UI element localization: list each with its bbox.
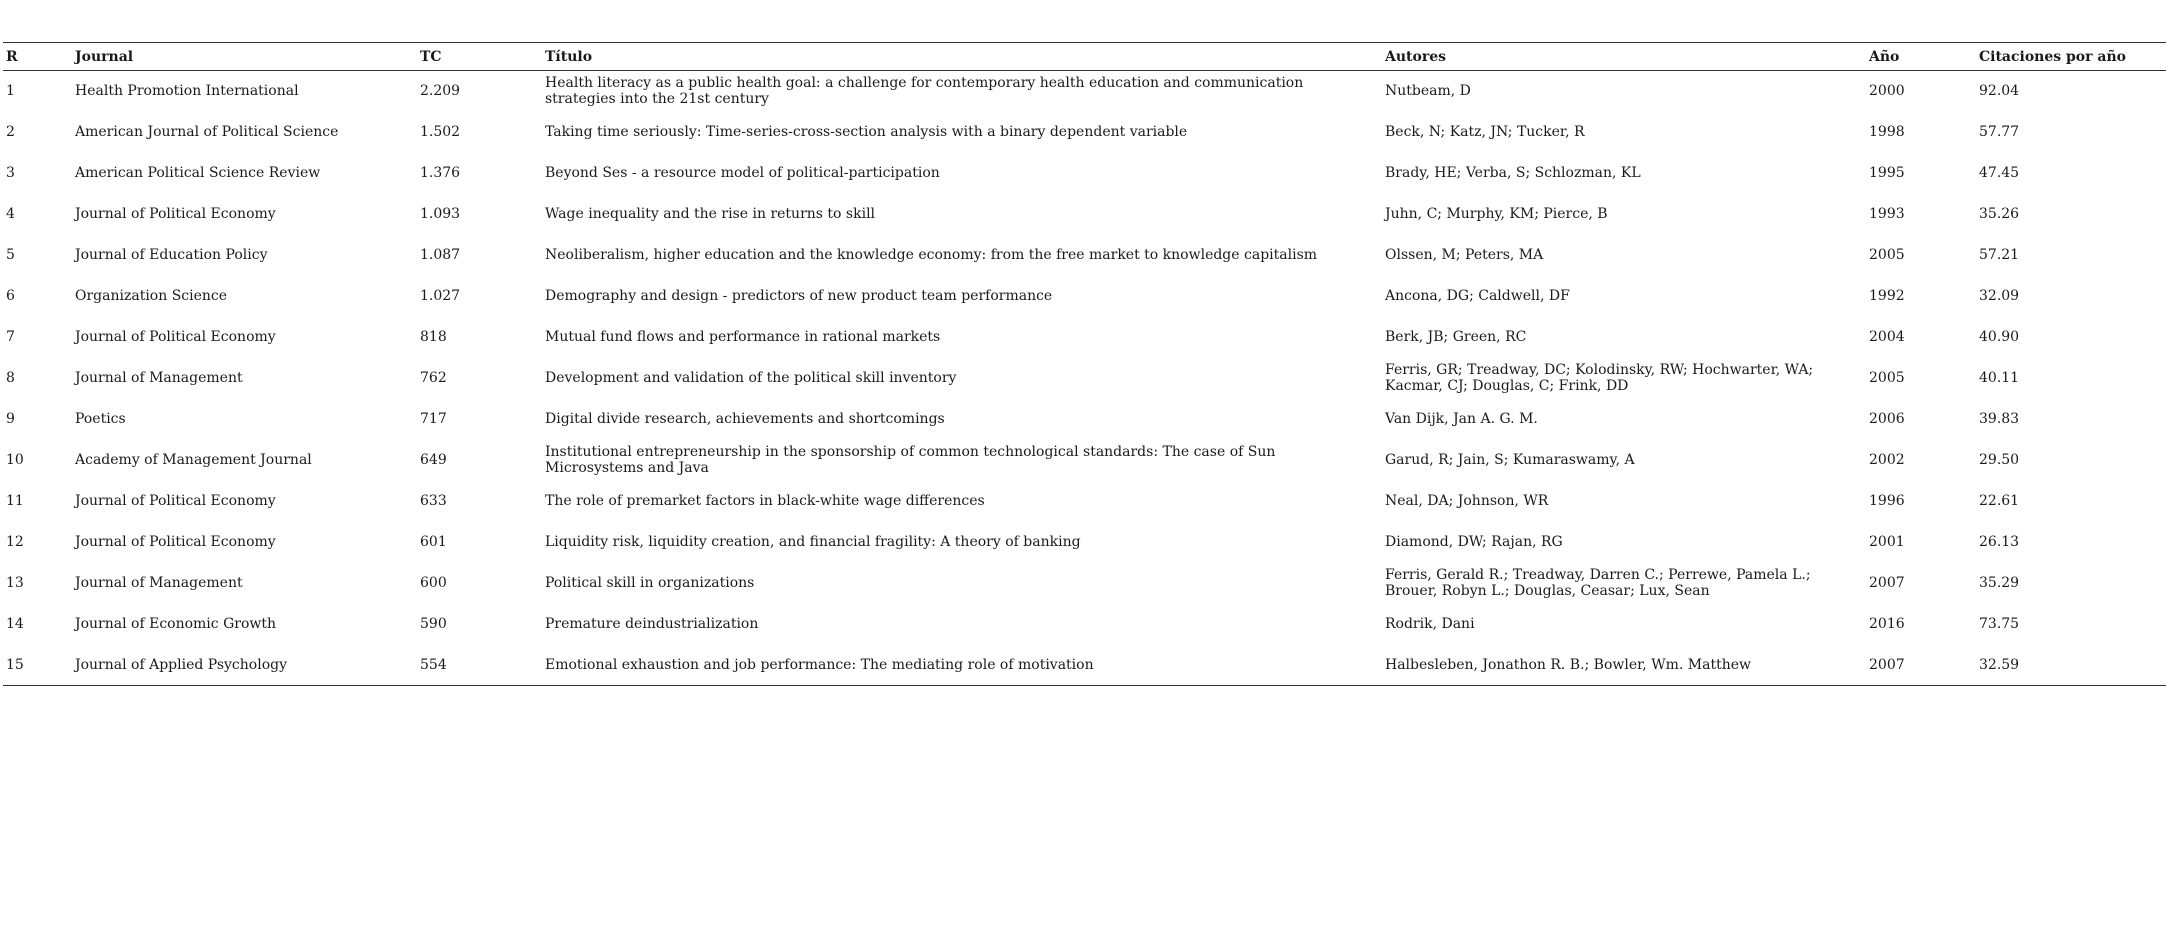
header-journal: Journal bbox=[75, 48, 134, 65]
table-row bbox=[3, 399, 2166, 440]
header-citations: Citaciones por año bbox=[1979, 48, 2126, 65]
cell-journal: Journal of Political Economy bbox=[75, 534, 276, 550]
cell-rank: 5 bbox=[6, 247, 15, 263]
cell-authors: Neal, DA; Johnson, WR bbox=[1385, 493, 1549, 509]
cell-tc: 1.376 bbox=[420, 165, 461, 181]
cell-citations: 57.77 bbox=[1979, 124, 2020, 140]
cell-journal: Poetics bbox=[75, 411, 126, 427]
cell-journal: Journal of Management bbox=[75, 575, 243, 591]
cell-tc: 601 bbox=[420, 534, 447, 550]
cell-citations: 92.04 bbox=[1979, 83, 2020, 100]
cell-journal: Journal of Political Economy bbox=[75, 329, 276, 345]
cell-citations: 35.29 bbox=[1979, 575, 2020, 591]
cell-journal: Journal of Political Economy bbox=[75, 493, 276, 509]
cell-authors: Ferris, Gerald R.; Treadway, Darren C.; Perrewe, Pamela L.; Brouer, Robyn L.; Douglas, Ceasar; Lux, Sean bbox=[1385, 567, 1811, 599]
cell-rank: 14 bbox=[6, 616, 24, 632]
table-row bbox=[3, 276, 2166, 317]
cell-title: Wage inequality and the rise in returns to skill bbox=[545, 206, 876, 222]
cell-title: Neoliberalism, higher education and the knowledge economy: from the free market to knowledge capitalism bbox=[545, 247, 1318, 263]
cell-journal: Health Promotion International bbox=[75, 83, 299, 100]
cell-rank: 8 bbox=[6, 370, 15, 386]
cell-journal: Journal of Management bbox=[75, 370, 243, 386]
table-row bbox=[3, 645, 2166, 686]
cell-citations: 32.59 bbox=[1979, 656, 2020, 673]
cell-rank: 4 bbox=[6, 206, 15, 222]
table-row bbox=[3, 71, 2166, 112]
cell-tc: 762 bbox=[420, 370, 447, 386]
header-title: Título bbox=[545, 48, 593, 65]
cell-title: Digital divide research, achievements and shortcomings bbox=[545, 411, 945, 427]
cell-citations: 47.45 bbox=[1979, 165, 2020, 181]
citations-table bbox=[3, 42, 2166, 686]
cell-title: Mutual fund flows and performance in rational markets bbox=[545, 329, 941, 345]
cell-authors: Olssen, M; Peters, MA bbox=[1385, 247, 1544, 263]
cell-authors: Brady, HE; Verba, S; Schlozman, KL bbox=[1385, 165, 1641, 181]
cell-tc: 818 bbox=[420, 329, 447, 345]
cell-year: 2007 bbox=[1869, 656, 1905, 673]
cell-year: 2007 bbox=[1869, 575, 1905, 591]
cell-rank: 9 bbox=[6, 411, 15, 427]
cell-citations: 35.26 bbox=[1979, 206, 2020, 222]
cell-tc: 1.027 bbox=[420, 288, 461, 304]
cell-rank: 10 bbox=[6, 452, 24, 468]
cell-journal: American Political Science Review bbox=[75, 165, 321, 181]
cell-title: Premature deindustrialization bbox=[545, 616, 759, 632]
table-header bbox=[3, 43, 2166, 71]
cell-title: Health literacy as a public health goal: a challenge for contemporary health education and communication strategies into the 21st century bbox=[545, 75, 1304, 108]
cell-rank: 2 bbox=[6, 124, 15, 140]
cell-citations: 73.75 bbox=[1979, 616, 2020, 632]
cell-rank: 13 bbox=[6, 575, 24, 591]
cell-journal: Academy of Management Journal bbox=[75, 452, 312, 468]
header-year: Año bbox=[1869, 48, 1900, 65]
cell-title: Liquidity risk, liquidity creation, and financial fragility: A theory of banking bbox=[545, 534, 1081, 550]
cell-authors: Beck, N; Katz, JN; Tucker, R bbox=[1385, 124, 1585, 140]
cell-citations: 26.13 bbox=[1979, 534, 2020, 550]
cell-title: Beyond Ses - a resource model of political-participation bbox=[545, 165, 940, 181]
header-tc: TC bbox=[420, 48, 442, 65]
cell-citations: 32.09 bbox=[1979, 288, 2020, 304]
cell-authors: Berk, JB; Green, RC bbox=[1385, 329, 1527, 345]
cell-authors: Van Dijk, Jan A. G. M. bbox=[1385, 411, 1538, 427]
header-row bbox=[3, 43, 2166, 71]
table-row bbox=[3, 522, 2166, 563]
cell-title: Political skill in organizations bbox=[545, 575, 755, 591]
table-row bbox=[3, 563, 2166, 604]
cell-tc: 2.209 bbox=[420, 83, 461, 100]
cell-authors: Halbesleben, Jonathon R. B.; Bowler, Wm. Matthew bbox=[1385, 656, 1751, 673]
table-body bbox=[3, 71, 2166, 686]
cell-rank: 3 bbox=[6, 165, 15, 181]
cell-tc: 1.087 bbox=[420, 247, 461, 263]
cell-year: 2005 bbox=[1869, 247, 1905, 263]
cell-journal: Journal of Education Policy bbox=[75, 247, 268, 263]
cell-authors: Ancona, DG; Caldwell, DF bbox=[1385, 288, 1570, 304]
cell-tc: 717 bbox=[420, 411, 447, 427]
table-row bbox=[3, 481, 2166, 522]
cell-authors: Diamond, DW; Rajan, RG bbox=[1385, 534, 1563, 550]
cell-title: The role of premarket factors in black-white wage differences bbox=[545, 493, 985, 509]
cell-citations: 39.83 bbox=[1979, 411, 2020, 427]
table-row bbox=[3, 440, 2166, 481]
table-row bbox=[3, 358, 2166, 399]
header-authors: Autores bbox=[1385, 48, 1447, 65]
cell-citations: 40.90 bbox=[1979, 329, 2020, 345]
cell-journal: American Journal of Political Science bbox=[75, 124, 339, 140]
cell-journal: Journal of Political Economy bbox=[75, 206, 276, 222]
cell-rank: 15 bbox=[6, 656, 24, 673]
cell-year: 2000 bbox=[1869, 83, 1905, 100]
table-row bbox=[3, 153, 2166, 194]
cell-year: 2001 bbox=[1869, 534, 1905, 550]
cell-citations: 22.61 bbox=[1979, 493, 2020, 509]
cell-authors: Juhn, C; Murphy, KM; Pierce, B bbox=[1385, 206, 1608, 222]
cell-citations: 57.21 bbox=[1979, 247, 2020, 263]
table-row bbox=[3, 194, 2166, 235]
cell-journal: Journal of Economic Growth bbox=[75, 616, 277, 632]
table-row bbox=[3, 235, 2166, 276]
cell-title: Emotional exhaustion and job performance: The mediating role of motivation bbox=[545, 656, 1094, 673]
cell-tc: 554 bbox=[420, 656, 447, 673]
cell-authors: Rodrik, Dani bbox=[1385, 616, 1475, 632]
header-rank: R bbox=[6, 48, 18, 65]
cell-rank: 6 bbox=[6, 288, 15, 304]
cell-tc: 590 bbox=[420, 616, 447, 632]
cell-year: 1996 bbox=[1869, 493, 1905, 509]
cell-tc: 649 bbox=[420, 452, 447, 468]
cell-citations: 40.11 bbox=[1979, 370, 2020, 386]
cell-journal: Organization Science bbox=[75, 288, 228, 304]
cell-title: Taking time seriously: Time-series-cross-section analysis with a binary dependent variable bbox=[545, 124, 1188, 140]
cell-rank: 7 bbox=[6, 329, 15, 345]
cell-year: 2006 bbox=[1869, 411, 1905, 427]
table-row bbox=[3, 317, 2166, 358]
cell-title: Demography and design - predictors of new product team performance bbox=[545, 288, 1053, 304]
cell-year: 2016 bbox=[1869, 616, 1905, 632]
cell-year: 2005 bbox=[1869, 370, 1905, 386]
cell-authors: Ferris, GR; Treadway, DC; Kolodinsky, RW; Hochwarter, WA; Kacmar, CJ; Douglas, C; Frink, DD bbox=[1385, 362, 1814, 394]
cell-authors: Nutbeam, D bbox=[1385, 83, 1471, 100]
cell-year: 1992 bbox=[1869, 288, 1905, 304]
cell-title: Development and validation of the political skill inventory bbox=[545, 370, 957, 386]
cell-tc: 1.502 bbox=[420, 124, 461, 140]
citations-table-container bbox=[3, 42, 2166, 686]
cell-rank: 12 bbox=[6, 534, 24, 550]
cell-year: 2004 bbox=[1869, 329, 1905, 345]
cell-title: Institutional entrepreneurship in the sponsorship of common technological standards: The case of Sun Microsystems and Java bbox=[545, 444, 1276, 476]
table-row bbox=[3, 604, 2166, 645]
cell-authors: Garud, R; Jain, S; Kumaraswamy, A bbox=[1385, 452, 1635, 468]
cell-year: 1998 bbox=[1869, 124, 1905, 140]
cell-year: 1993 bbox=[1869, 206, 1905, 222]
cell-year: 2002 bbox=[1869, 452, 1905, 468]
cell-citations: 29.50 bbox=[1979, 452, 2020, 468]
cell-tc: 633 bbox=[420, 493, 447, 509]
cell-tc: 1.093 bbox=[420, 206, 461, 222]
cell-tc: 600 bbox=[420, 575, 447, 591]
cell-year: 1995 bbox=[1869, 165, 1905, 181]
cell-rank: 11 bbox=[6, 493, 24, 509]
cell-journal: Journal of Applied Psychology bbox=[75, 656, 287, 673]
cell-rank: 1 bbox=[6, 83, 15, 100]
table-row bbox=[3, 112, 2166, 153]
